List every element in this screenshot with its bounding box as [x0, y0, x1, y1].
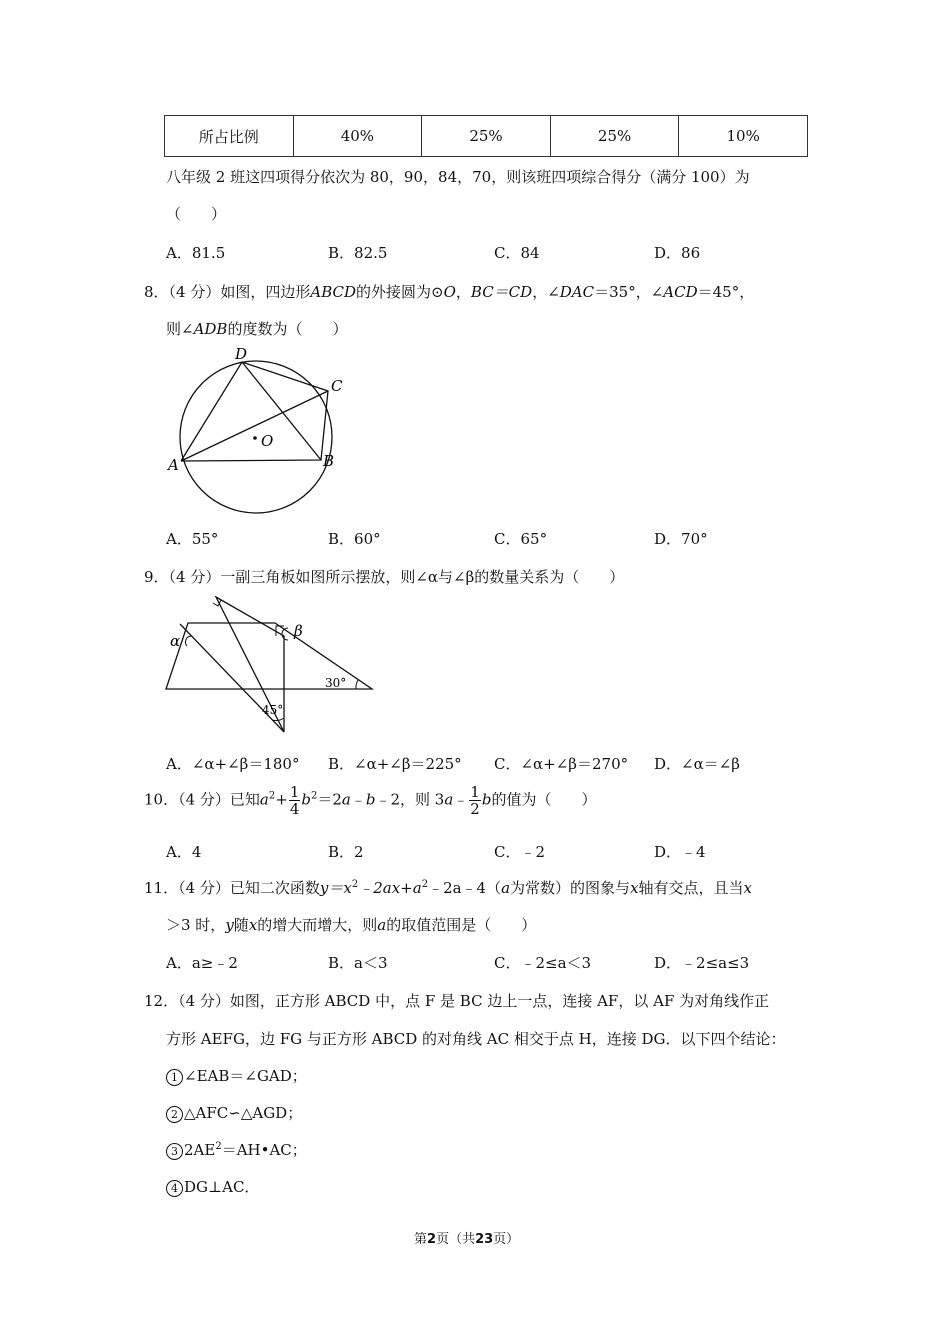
q8-stem-line1: 8．（4 分）如图，四边形ABCD的外接圆为⊙O，BC＝CD，∠DAC＝35°，∠ACD＝45°，: [144, 283, 755, 301]
q12-conclusion-1: 1 ∠EAB＝∠GAD；: [166, 1065, 307, 1086]
q7-option-b: B．82.5: [328, 244, 388, 262]
q8-option-a: A．55°: [166, 530, 219, 548]
q9-option-b: B．∠α+∠β＝225°: [328, 755, 462, 773]
circled-number: 3: [166, 1143, 183, 1160]
q11-stem-line2: ＞3 时，y随x的增大而增大，则a的取值范围是（ ）: [166, 916, 537, 934]
q12-conclusion-4: 4 DG⊥AC．: [166, 1176, 259, 1197]
q11-stem-line1: 11．（4 分）已知二次函数$y=x^2﹣2ax+a^2﹣2a﹣4(a$为常数）的图象与x轴有交点，且当x: [144, 879, 753, 897]
label-c: C: [331, 377, 343, 395]
circled-number: 1: [166, 1069, 183, 1086]
q7-option-c: C．84: [494, 244, 540, 262]
label-alpha: α: [170, 632, 181, 650]
q10-stem: 10．（4 分）已知$a^2+$ $\frac{1}{4}$ $b^2=2a﹣b﹣2$，则 3a﹣ $\frac{1}{2}$ b的值为（ ）: [144, 783, 597, 818]
q11-option-a: A．a≥﹣2: [166, 954, 238, 972]
table-row: [165, 116, 808, 157]
q10-option-b: B．2: [328, 843, 364, 861]
q9-triangles-figure: [160, 590, 380, 740]
diagonal-db: [242, 362, 321, 460]
ratio-table: [164, 115, 808, 157]
label-d: D: [235, 345, 248, 363]
q11-option-c: C．﹣2≤a＜3: [494, 954, 592, 972]
q10-option-c: C．﹣2: [494, 843, 546, 861]
q7-option-d: D．86: [654, 244, 701, 262]
q9-option-a: A．∠α+∠β＝180°: [166, 755, 300, 773]
table-cell: 25%: [422, 116, 551, 157]
label-45-degrees: 45°: [262, 703, 284, 717]
page-footer: 第2页（共23页）: [414, 1232, 520, 1247]
q10-option-d: D．﹣4: [654, 843, 706, 861]
label-b: B: [323, 452, 335, 470]
table-cell: 40%: [293, 116, 422, 157]
q10-option-a: A．4: [166, 843, 202, 861]
q12-conclusion-3: 3 $2AE^2=AH•AC$；: [166, 1139, 307, 1160]
q7-stem-line2: （ ）: [166, 205, 227, 223]
q9-stem: 9．（4 分）一副三角板如图所示摆放，则∠α与∠β的数量关系为（ ）: [144, 568, 625, 586]
center-point: [253, 436, 257, 440]
thirty-arc: [356, 680, 358, 689]
q12-stem-line1: 12．（4 分）如图，正方形 ABCD 中，点 F 是 BC 边上一点，连接 AF，以 AF 为对角线作正: [144, 992, 770, 1010]
q8-stem-line2: 则∠ADB的度数为（ ）: [166, 320, 348, 338]
q8-option-b: B．60°: [328, 530, 381, 548]
q8-circle-figure: [160, 340, 350, 515]
q9-option-c: C．∠α+∠β＝270°: [494, 755, 629, 773]
q11-option-d: D．﹣2≤a≤3: [654, 954, 750, 972]
label-a: A: [168, 456, 179, 474]
fraction-one-half: $\frac{1}{2}$: [470, 783, 480, 818]
alpha-arc: [185, 636, 191, 646]
table-cell: 10%: [679, 116, 808, 157]
q11-option-b: B．a＜3: [328, 954, 388, 972]
circled-number: 2: [166, 1106, 183, 1123]
label-o: O: [261, 432, 274, 450]
label-30-degrees: 30°: [325, 676, 347, 690]
q7-stem-line1: 八年级 2 班这四项得分依次为 80，90，84，70，则该班四项综合得分（满分 100）为: [166, 168, 750, 186]
q12-stem-line2: 方形 AEFG，边 FG 与正方形 ABCD 的对角线 AC 相交于点 H，连接 DG．以下四个结论：: [166, 1030, 786, 1048]
table-cell: 25%: [550, 116, 679, 157]
q12-conclusion-2: 2 △AFC∽△AGD；: [166, 1102, 302, 1123]
q7-option-a: A．81.5: [166, 244, 226, 262]
q8-option-d: D．70°: [654, 530, 708, 548]
q8-option-c: C．65°: [494, 530, 548, 548]
fraction-one-fourth: $\frac{1}{4}$: [289, 783, 300, 818]
circled-number: 4: [166, 1180, 183, 1197]
q9-option-d: D．∠α＝∠β: [654, 755, 740, 773]
table-header-cell: 所占比例: [165, 116, 294, 157]
label-beta: β: [294, 622, 303, 640]
